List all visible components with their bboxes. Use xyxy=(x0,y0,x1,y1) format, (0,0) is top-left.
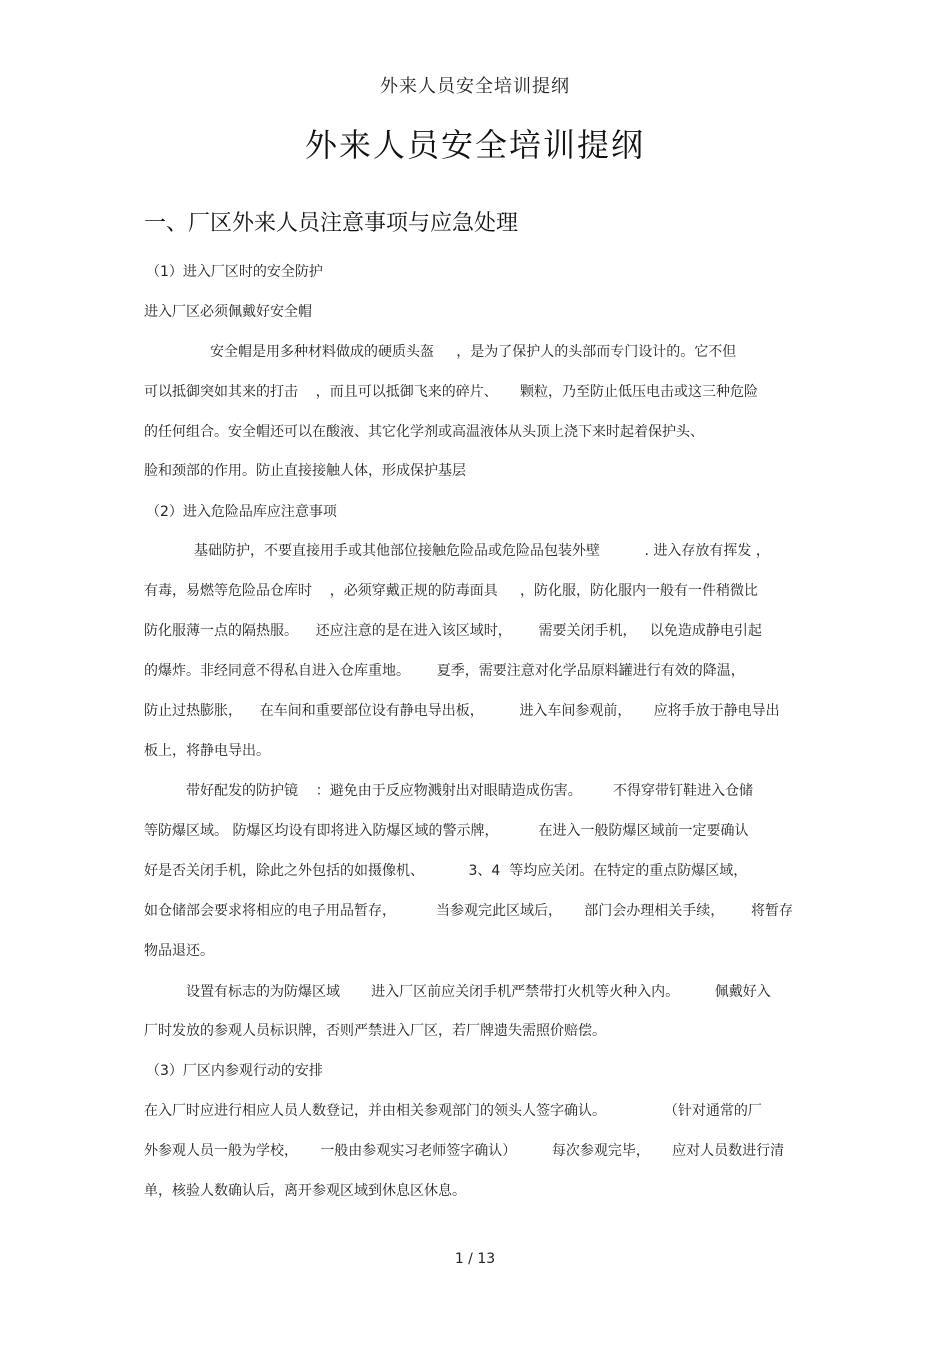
paragraph-line: 可以抵御突如其来的打击 ，而且可以抵御飞来的碎片、 颗粒，乃至防止低压电击或这三种危险 xyxy=(144,384,759,400)
paragraph-line: 等防爆区域。 防爆区均设有即将进入防爆区域的警示牌， 在进入一般防爆区域前一定要确认 xyxy=(144,823,749,839)
paragraph-line: 设置有标志的为防爆区域 进入厂区前应关闭手机严禁带打火机等火种入内。 佩戴好入 xyxy=(186,984,771,1000)
subsection-title: （3）厂区内参观行动的安排 xyxy=(146,1063,323,1079)
paragraph-line: 厂时发放的参观人员标识牌，否则严禁进入厂区，若厂牌遗失需照价赔偿。 xyxy=(144,1023,606,1039)
running-header: 外来人员安全培训提纲 xyxy=(380,76,570,97)
paragraph-line: 单，核验人数确认后，离开参观区域到休息区休息。 xyxy=(144,1183,466,1199)
paragraph-line: 安全帽是用多种材料做成的硬质头盔 ，是为了保护人的头部而专门设计的。它不但 xyxy=(210,344,737,360)
section-heading: 一、厂区外来人员注意事项与应急处理 xyxy=(144,211,519,236)
page-number: 1 / 13 xyxy=(454,1251,496,1267)
paragraph-line: 有毒，易燃等危险品仓库时 ，必须穿戴正规的防毒面具 ，防化服，防化服内一般有一件稍微比 xyxy=(144,583,759,599)
paragraph-line: 在入厂时应进行相应人员人数登记，并由相关参观部门的领头人签字确认。 （针对通常的厂 xyxy=(144,1103,762,1119)
paragraph-line: 好是否关闭手机，除此之外包括的如摄像机、 3、4 等均应关闭。在特定的重点防爆区域， xyxy=(144,863,748,879)
paragraph-line: 如仓储部会要求将相应的电子用品暂存， 当参观完此区域后， 部门会办理相关手续， 将暂存 xyxy=(144,903,794,919)
paragraph-line: 脸和颈部的作用。防止直接接触人体，形成保护基层 xyxy=(144,463,466,479)
paragraph-line: 物品退还。 xyxy=(144,943,214,959)
document-title: 外来人员安全培训提纲 xyxy=(304,126,645,164)
paragraph-line: 基础防护，不要直接用手或其他部位接触危险品或危险品包装外壁 . 进入存放有挥发 ， xyxy=(194,543,770,559)
paragraph-line: 外参观人员一般为学校， 一般由参观实习老师签字确认） 每次参观完毕， 应对人员数进行清 xyxy=(144,1143,785,1159)
paragraph-line: 进入厂区必须佩戴好安全帽 xyxy=(144,304,312,320)
paragraph-line: 的任何组合。安全帽还可以在酸液、其它化学剂或高温液体从头顶上浇下来时起着保护头、 xyxy=(144,424,704,440)
paragraph-line: 板上，将静电导出。 xyxy=(144,743,270,759)
paragraph-line: 带好配发的防护镜 ：避免由于反应物溅射出对眼睛造成伤害。 不得穿带钉鞋进入仓储 xyxy=(186,783,753,799)
paragraph-line: 防化服薄一点的隔热服。 还应注意的是在进入该区域时， 需要关闭手机， 以免造成静电引起 xyxy=(144,623,762,639)
subsection-title: （2）进入危险品库应注意事项 xyxy=(146,504,337,520)
subsection-title: （1）进入厂区时的安全防护 xyxy=(146,264,323,280)
paragraph-line: 的爆炸。非经同意不得私自进入仓库重地。 夏季，需要注意对化学品原料罐进行有效的降温， xyxy=(144,663,745,679)
paragraph-line: 防止过热膨胀， 在车间和重要部位设有静电导出板， 进入车间参观前， 应将手放于静电导出 xyxy=(144,703,780,719)
